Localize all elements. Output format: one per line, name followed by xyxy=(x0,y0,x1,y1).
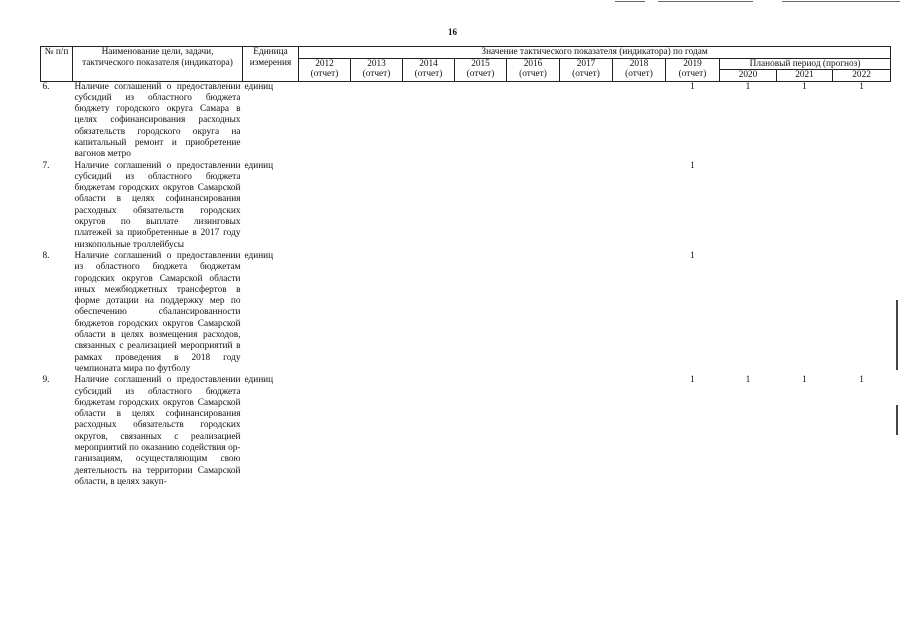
row-value-2019: 1 xyxy=(690,250,695,261)
table-header xyxy=(41,47,891,82)
row-value-2020 xyxy=(720,251,777,375)
row-indicator-name: Наличие соглашений о предоставлении субсидий из областного бюджета бюджетам городских округов Самарской области в целях софинансирования расходных обязательств городских округов по выплате лизинговых платежей за приобретенные в 2017 году низкопольные троллейбусы xyxy=(74,160,241,250)
row-value-2016 xyxy=(507,375,560,488)
row-value-2013 xyxy=(351,161,403,251)
table-row xyxy=(41,161,891,251)
row-value-2013 xyxy=(351,251,403,375)
row-value-2020 xyxy=(720,161,777,251)
row-value-2016 xyxy=(507,251,560,375)
row-value-2015 xyxy=(455,375,507,488)
header-year: 2013 (отчет) xyxy=(351,58,403,81)
row-value-2012 xyxy=(299,161,351,251)
row-value-2015 xyxy=(455,251,507,375)
row-value-2020: 1 xyxy=(745,375,751,386)
row-value-2014 xyxy=(403,251,455,375)
row-value-2013 xyxy=(351,375,403,488)
row-value-2012 xyxy=(299,251,351,375)
row-value-2015 xyxy=(455,81,507,161)
header-plan-year: 2021 xyxy=(777,70,833,82)
header-year: 2012 (отчет) xyxy=(299,58,351,81)
row-value-2018 xyxy=(613,161,666,251)
indicators-table xyxy=(40,46,891,488)
header-plan-year: 2020 xyxy=(720,70,777,82)
row-value-2018 xyxy=(613,81,666,161)
header-year: 2016 (отчет) xyxy=(507,58,560,81)
row-value-2017 xyxy=(560,161,613,251)
row-value-2022: 1 xyxy=(859,375,864,386)
header-plan-year: 2022 xyxy=(833,70,891,82)
table-body xyxy=(41,81,891,488)
table-row xyxy=(41,375,891,488)
row-value-2017 xyxy=(560,81,613,161)
scan-edge-mark-lower xyxy=(896,405,898,435)
header-unit: Единица измерения xyxy=(243,47,299,82)
header-planned-period: Плановый период (прогноз) xyxy=(720,58,891,70)
row-value-2018 xyxy=(613,251,666,375)
row-value-2013 xyxy=(351,81,403,161)
row-value-2015 xyxy=(455,161,507,251)
row-value-2021 xyxy=(777,251,833,375)
row-value-2017 xyxy=(560,375,613,488)
row-unit: единиц xyxy=(244,81,274,92)
header-values: Значение тактического показателя (индикатора) по годам xyxy=(299,47,891,59)
row-value-2021 xyxy=(777,161,833,251)
header-name: Наименование цели, задачи, тактического показателя (индикатора) xyxy=(73,47,243,82)
row-value-2020: 1 xyxy=(745,81,751,92)
header-year: 2014 (отчет) xyxy=(403,58,455,81)
row-unit: единиц xyxy=(244,160,274,171)
row-value-2014 xyxy=(403,81,455,161)
table-row xyxy=(41,81,891,161)
row-value-2021: 1 xyxy=(802,375,807,386)
row-value-2014 xyxy=(403,161,455,251)
row-indicator-name: Наличие соглашений о предоставлении субсидий из областного бюджета бюджету городского округа Самара в целях софинансирования расходных обязательств городского округа на капитальный ремонт и приобретение вагонов метро xyxy=(74,81,241,160)
row-value-2012 xyxy=(299,375,351,488)
row-value-2018 xyxy=(613,375,666,488)
row-value-2019: 1 xyxy=(690,160,695,171)
row-number: 7. xyxy=(42,160,50,171)
row-value-2022 xyxy=(833,161,891,251)
row-value-2016 xyxy=(507,81,560,161)
header-year: 2017 (отчет) xyxy=(560,58,613,81)
row-value-2016 xyxy=(507,161,560,251)
scan-top-lines xyxy=(0,0,905,6)
row-value-2022: 1 xyxy=(859,81,864,92)
row-value-2014 xyxy=(403,375,455,488)
row-number: 6. xyxy=(42,81,50,92)
row-unit: единиц xyxy=(244,375,274,386)
row-indicator-name: Наличие соглашений о предоставлении из областного бюджета бюджетам городских округов Самарской области иных межбюджетных трансфертов в форме дотации на поддержку мер по обеспечению сбалансированности бюджетов городских округов Самарской области в целях возмещения расходов, связанных с реализацией мероприятий в рамках проведения в 2018 году чемпионата мира по футболу xyxy=(74,250,241,374)
scan-edge-mark xyxy=(896,300,898,370)
row-value-2012 xyxy=(299,81,351,161)
row-number: 8. xyxy=(42,250,50,261)
row-value-2019: 1 xyxy=(690,81,695,92)
header-year: 2019 (отчет) xyxy=(666,58,720,81)
page-number: 16 xyxy=(448,27,457,37)
row-value-2021: 1 xyxy=(802,81,807,92)
table-row xyxy=(41,251,891,375)
row-value-2017 xyxy=(560,251,613,375)
header-year: 2018 (отчет) xyxy=(613,58,666,81)
row-indicator-name: Наличие соглашений о предоставлении субсидий из областного бюджета бюджетам городских округов Самарской области в целях софинансирования расходных обязательств городских округов, связанных с реализацией мероприятий по оказанию содействия организациям, осуществляющим свою деятельность на территории Самарской области, в целях закуп- xyxy=(74,375,241,487)
row-value-2019: 1 xyxy=(690,375,695,386)
header-year: 2015 (отчет) xyxy=(455,58,507,81)
row-number: 9. xyxy=(42,375,50,386)
header-num: № п/п xyxy=(41,47,73,82)
row-unit: единиц xyxy=(244,250,274,261)
row-value-2022 xyxy=(833,251,891,375)
